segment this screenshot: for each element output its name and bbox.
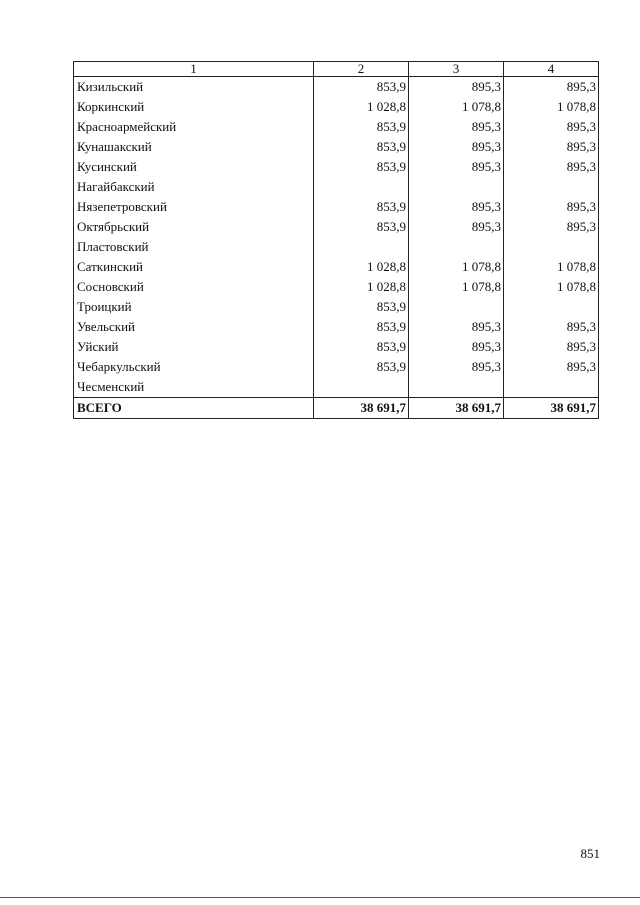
value-col-2 (314, 237, 409, 257)
value-col-3: 895,3 (409, 217, 504, 237)
table-header-row (74, 62, 599, 77)
district-name: Сосновский (74, 277, 314, 297)
table-row (74, 297, 599, 317)
column-header-3: 3 (409, 62, 504, 77)
value-col-4: 1 078,8 (504, 277, 599, 297)
district-name: Нязепетровский (74, 197, 314, 217)
total-label: ВСЕГО (74, 398, 314, 419)
table-row (74, 97, 599, 117)
value-col-2: 853,9 (314, 137, 409, 157)
district-name: Чебаркульский (74, 357, 314, 377)
district-name: Уйский (74, 337, 314, 357)
value-col-3: 1 078,8 (409, 257, 504, 277)
total-col-3: 38 691,7 (409, 398, 504, 419)
district-name: Октябрьский (74, 217, 314, 237)
column-header-4: 4 (504, 62, 599, 77)
table-row (74, 237, 599, 257)
value-col-4 (504, 177, 599, 197)
value-col-3: 1 078,8 (409, 97, 504, 117)
value-col-4: 895,3 (504, 197, 599, 217)
value-col-4: 1 078,8 (504, 97, 599, 117)
value-col-3: 895,3 (409, 157, 504, 177)
value-col-4: 895,3 (504, 117, 599, 137)
value-col-4: 895,3 (504, 317, 599, 337)
table-row (74, 217, 599, 237)
value-col-3: 895,3 (409, 77, 504, 98)
district-name: Саткинский (74, 257, 314, 277)
value-col-4: 895,3 (504, 137, 599, 157)
district-name: Кусинский (74, 157, 314, 177)
value-col-4: 895,3 (504, 357, 599, 377)
table-row (74, 137, 599, 157)
district-name: Коркинский (74, 97, 314, 117)
district-name: Увельский (74, 317, 314, 337)
value-col-3 (409, 177, 504, 197)
table-row (74, 377, 599, 398)
value-col-4 (504, 297, 599, 317)
value-col-4: 895,3 (504, 217, 599, 237)
district-name: Чесменский (74, 377, 314, 398)
table-row (74, 197, 599, 217)
value-col-4: 895,3 (504, 337, 599, 357)
value-col-2: 853,9 (314, 197, 409, 217)
value-col-3 (409, 237, 504, 257)
district-name: Кунашакский (74, 137, 314, 157)
total-col-2: 38 691,7 (314, 398, 409, 419)
value-col-2: 1 028,8 (314, 277, 409, 297)
district-name: Троицкий (74, 297, 314, 317)
table-row (74, 117, 599, 137)
value-col-2: 853,9 (314, 77, 409, 98)
value-col-2 (314, 377, 409, 398)
value-col-3: 895,3 (409, 357, 504, 377)
value-col-3 (409, 297, 504, 317)
value-col-3: 895,3 (409, 317, 504, 337)
value-col-3: 895,3 (409, 117, 504, 137)
district-name: Кизильский (74, 77, 314, 98)
table-row (74, 337, 599, 357)
district-name: Пластовский (74, 237, 314, 257)
table-row (74, 157, 599, 177)
column-header-1: 1 (74, 62, 314, 77)
value-col-2: 853,9 (314, 217, 409, 237)
table-row (74, 77, 599, 98)
column-header-2: 2 (314, 62, 409, 77)
table-row (74, 317, 599, 337)
footer-divider (0, 897, 640, 898)
value-col-4 (504, 377, 599, 398)
value-col-2: 853,9 (314, 357, 409, 377)
value-col-4: 1 078,8 (504, 257, 599, 277)
value-col-2 (314, 177, 409, 197)
value-col-2: 853,9 (314, 317, 409, 337)
value-col-3: 895,3 (409, 337, 504, 357)
total-col-4: 38 691,7 (504, 398, 599, 419)
table-row (74, 357, 599, 377)
total-row (74, 398, 599, 419)
value-col-2: 853,9 (314, 337, 409, 357)
value-col-2: 853,9 (314, 297, 409, 317)
value-col-3: 1 078,8 (409, 277, 504, 297)
value-col-2: 1 028,8 (314, 257, 409, 277)
table-row (74, 177, 599, 197)
value-col-2: 853,9 (314, 157, 409, 177)
table-row (74, 257, 599, 277)
table-row (74, 277, 599, 297)
district-name: Красноармейский (74, 117, 314, 137)
value-col-3: 895,3 (409, 197, 504, 217)
value-col-3 (409, 377, 504, 398)
value-col-4: 895,3 (504, 157, 599, 177)
value-col-2: 853,9 (314, 117, 409, 137)
value-col-4 (504, 237, 599, 257)
data-table (73, 61, 599, 419)
value-col-3: 895,3 (409, 137, 504, 157)
value-col-2: 1 028,8 (314, 97, 409, 117)
value-col-4: 895,3 (504, 77, 599, 98)
district-name: Нагайбакский (74, 177, 314, 197)
page-number: 851 (580, 846, 600, 861)
